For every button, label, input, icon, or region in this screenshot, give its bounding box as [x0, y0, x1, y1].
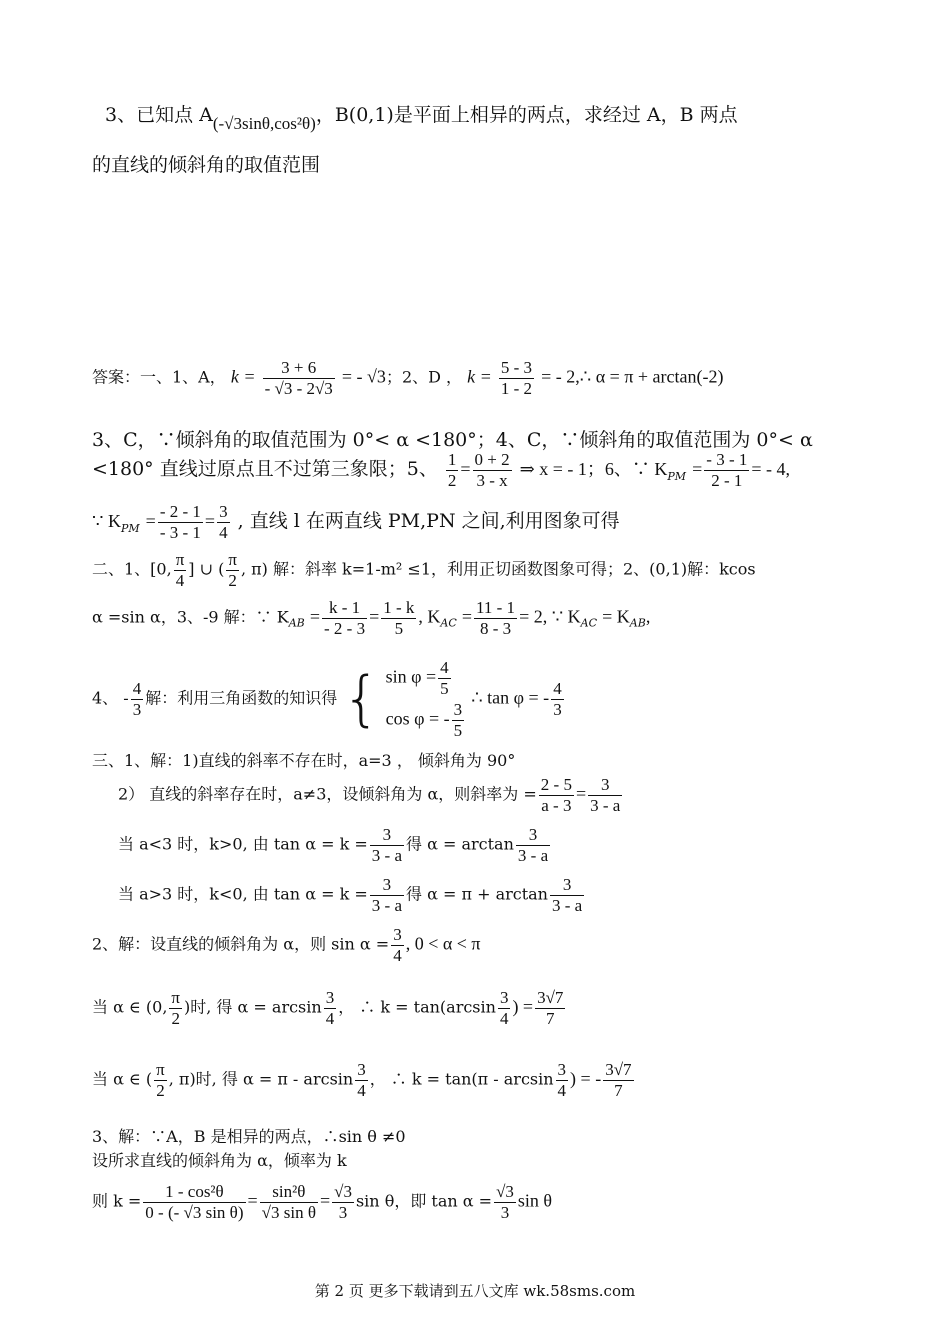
fraction: $\frac{11 - 1}{8 - 3}$: [476, 598, 516, 638]
section-3-line-3: 当 a<3 时，k>0, 由 tan α = k = $\frac{3}{3 - a}$ 得 α = arctan $\frac{3}{3 - a}$: [118, 825, 549, 865]
fraction: $\frac{\text{1 - cos²θ}}{\text{0 - (- √3 sin θ)}}$: [145, 1182, 244, 1222]
fraction: $\frac{- 2 - 1}{- 3 - 1}$: [159, 502, 201, 542]
fraction: $\frac{√3}{3}$: [334, 1182, 352, 1222]
fraction: $\frac{0 + 2}{3 - x}$: [474, 450, 510, 490]
section-3-line-6: 当 α ∈ (0, $\frac{\pi}{2}$ )时, 得 α = arcsin $\frac{3}{4}$ ， ∴ k = tan(arcsin $\frac{3}{4}$ ) = $\frac{3√7}{7}$: [92, 988, 564, 1028]
fraction: $\frac{3}{4}$: [499, 988, 509, 1028]
section-3-line-8: 3、解：∵A，B 是相异的两点，∴sin θ ≠0: [92, 1127, 406, 1146]
fraction: $\frac{4}{5}$: [440, 658, 449, 698]
fraction: $\frac{- 3 - 1}{2 - 1}$: [706, 450, 748, 490]
question-3-line-1: 3、已知点 A(-√3sinθ,cos²θ)，B(0,1)是平面上相异的两点，求经过 A，B 两点: [105, 104, 738, 133]
fraction: $\frac{1}{2}$: [447, 450, 457, 490]
fraction: $\frac{\pi}{2}$: [171, 988, 181, 1028]
answer-line-3: <180° 直线过原点且不过第三象限；5、 $\frac{1}{2}$ = $\frac{0 + 2}{3 - x}$ ⇒ x = - 1；6、∵ $K_{PM}$ = $\frac{- 3 - 1}{2 - 1}$ = - 4,: [92, 450, 791, 490]
answer-line-4: ∵ $K_{PM}$ = $\frac{- 2 - 1}{- 3 - 1}$ = $\frac{3}{4}$ , 直线 l 在两直线 PM,PN 之间,利用图象可得: [92, 502, 620, 542]
fraction: $\frac{3}{5}$: [453, 700, 463, 740]
fraction: $\frac{3√7}{7}$: [605, 1060, 632, 1100]
section-2-line-1: 二、1、[0, $\frac{\pi}{4}$ ] ∪ ( $\frac{\pi}{2}$ , π) 解：斜率 k=1-m² ≤1，利用正切函数图象可得；2、(0,1)解：kcos: [92, 550, 756, 590]
section-3-line-10: 则 k = $\frac{\text{1 - cos²θ}}{\text{0 - (- √3 sin θ)}}$ = $\frac{\text{sin²θ}}{\text{√3 sin θ}}$ = $\frac{√3}{3}$ sin θ，即 tan α = $\frac{√3}{3}$ sin θ: [92, 1182, 553, 1222]
fraction: $\frac{3}{4}$: [393, 925, 402, 965]
fraction: $\frac{k - 1}{- 2 - 3}$: [324, 598, 366, 638]
fraction: $\frac{3}{4}$: [219, 502, 228, 542]
page-footer: 第 2 页 更多下载请到五八文库 wk.58sms.com: [314, 1282, 636, 1300]
fraction: $\frac{5 - 3}{1 - 2}$: [500, 358, 533, 398]
fraction: $\frac{3√7}{7}$: [537, 988, 564, 1028]
section-3-line-2: 2） 直线的斜率存在时，a≠3，设倾斜角为 α，则斜率为 = $\frac{2 - 5}{a - 3}$ = $\frac{3}{3 - a}$: [118, 775, 621, 815]
fraction: $\frac{\pi}{4}$: [175, 550, 185, 590]
fraction: $\frac{3}{3 - a}$: [517, 825, 549, 865]
fraction: $\frac{3}{4}$: [557, 1060, 567, 1100]
fraction: $\frac{1 - k}{5}$: [383, 598, 415, 638]
section-2-line-2: α =sin α，3、-9 解：∵ $K_{AB}$ = $\frac{k - 1}{- 2 - 3}$ = $\frac{1 - k}{5}$ , $K_{AC}$ = $\frac{11 - 1}{8 - 3}$ = 2, ∵ $K_{AC} = K_{AB}$,: [92, 598, 651, 638]
fraction: $\frac{3 + 6}{- √3 - 2√3}$: [264, 358, 333, 398]
left-brace-icon: {: [342, 664, 381, 735]
fraction: $\frac{4}{3}$: [553, 679, 562, 719]
answer-line-1: 答案：一、1、A， k = $\frac{3 + 6}{- √3 - 2√3}$ = - √3；2、D ， k = $\frac{5 - 3}{1 - 2}$ = - 2,∴ α = π + arctan(-2): [92, 358, 724, 398]
section-2-line-4: 4、 - $\frac{4}{3}$ 解：利用三角函数的知识得 { sin φ = $\frac{4}{5}$ cos φ = - $\frac{3}{5}$ ∴ tan φ = - $\frac{4}{3}$: [92, 656, 950, 742]
section-3-line-1: 三、1、解：1)直线的斜率不存在时，a=3 ， 倾斜角为 90°: [92, 751, 516, 770]
fraction: $\frac{4}{3}$: [132, 679, 142, 719]
fraction: $\frac{3}{3 - a}$: [371, 825, 402, 865]
answer-line-2: 3、C，∵倾斜角的取值范围为 0°< α <180°；4、C，∵倾斜角的取值范围为 0°< α: [92, 429, 813, 451]
point-a-coords: (-√3sinθ,cos²θ): [212, 114, 316, 133]
equation-system: sin φ = $\frac{4}{5}$ cos φ = - $\frac{3}{5}$: [385, 658, 463, 740]
section-3-line-9: 设所求直线的倾斜角为 α，倾率为 k: [92, 1151, 347, 1170]
fraction: $\frac{3}{4}$: [325, 988, 335, 1028]
fraction: $\frac{√3}{3}$: [496, 1182, 514, 1222]
section-3-line-5: 2、解：设直线的倾斜角为 α，则 sin α = $\frac{3}{4}$ , 0 < α < π: [92, 925, 481, 965]
fraction: $\frac{\pi}{2}$: [156, 1060, 165, 1100]
fraction: $\frac{3}{4}$: [357, 1060, 366, 1100]
section-3-line-7: 当 α ∈ ( $\frac{\pi}{2}$ , π)时, 得 α = π - arcsin $\frac{3}{4}$ ， ∴ k = tan(π - arcsin $\frac{3}{4}$ ) = - $\frac{3√7}{7}$: [92, 1060, 632, 1100]
fraction: $\frac{3}{3 - a}$: [552, 875, 583, 915]
section-3-line-4: 当 a>3 时，k<0, 由 tan α = k = $\frac{3}{3 - a}$ 得 α = π + arctan $\frac{3}{3 - a}$: [118, 875, 583, 915]
fraction: $\frac{2 - 5}{a - 3}$: [540, 775, 572, 815]
fraction: $\frac{3}{3 - a}$: [371, 875, 402, 915]
fraction: $\frac{\text{sin²θ}}{\text{√3 sin θ}}$: [261, 1182, 316, 1222]
question-3-line-2: 的直线的倾斜角的取值范围: [92, 154, 321, 176]
fraction: $\frac{\pi}{2}$: [228, 550, 237, 590]
fraction: $\frac{3}{3 - a}$: [590, 775, 621, 815]
